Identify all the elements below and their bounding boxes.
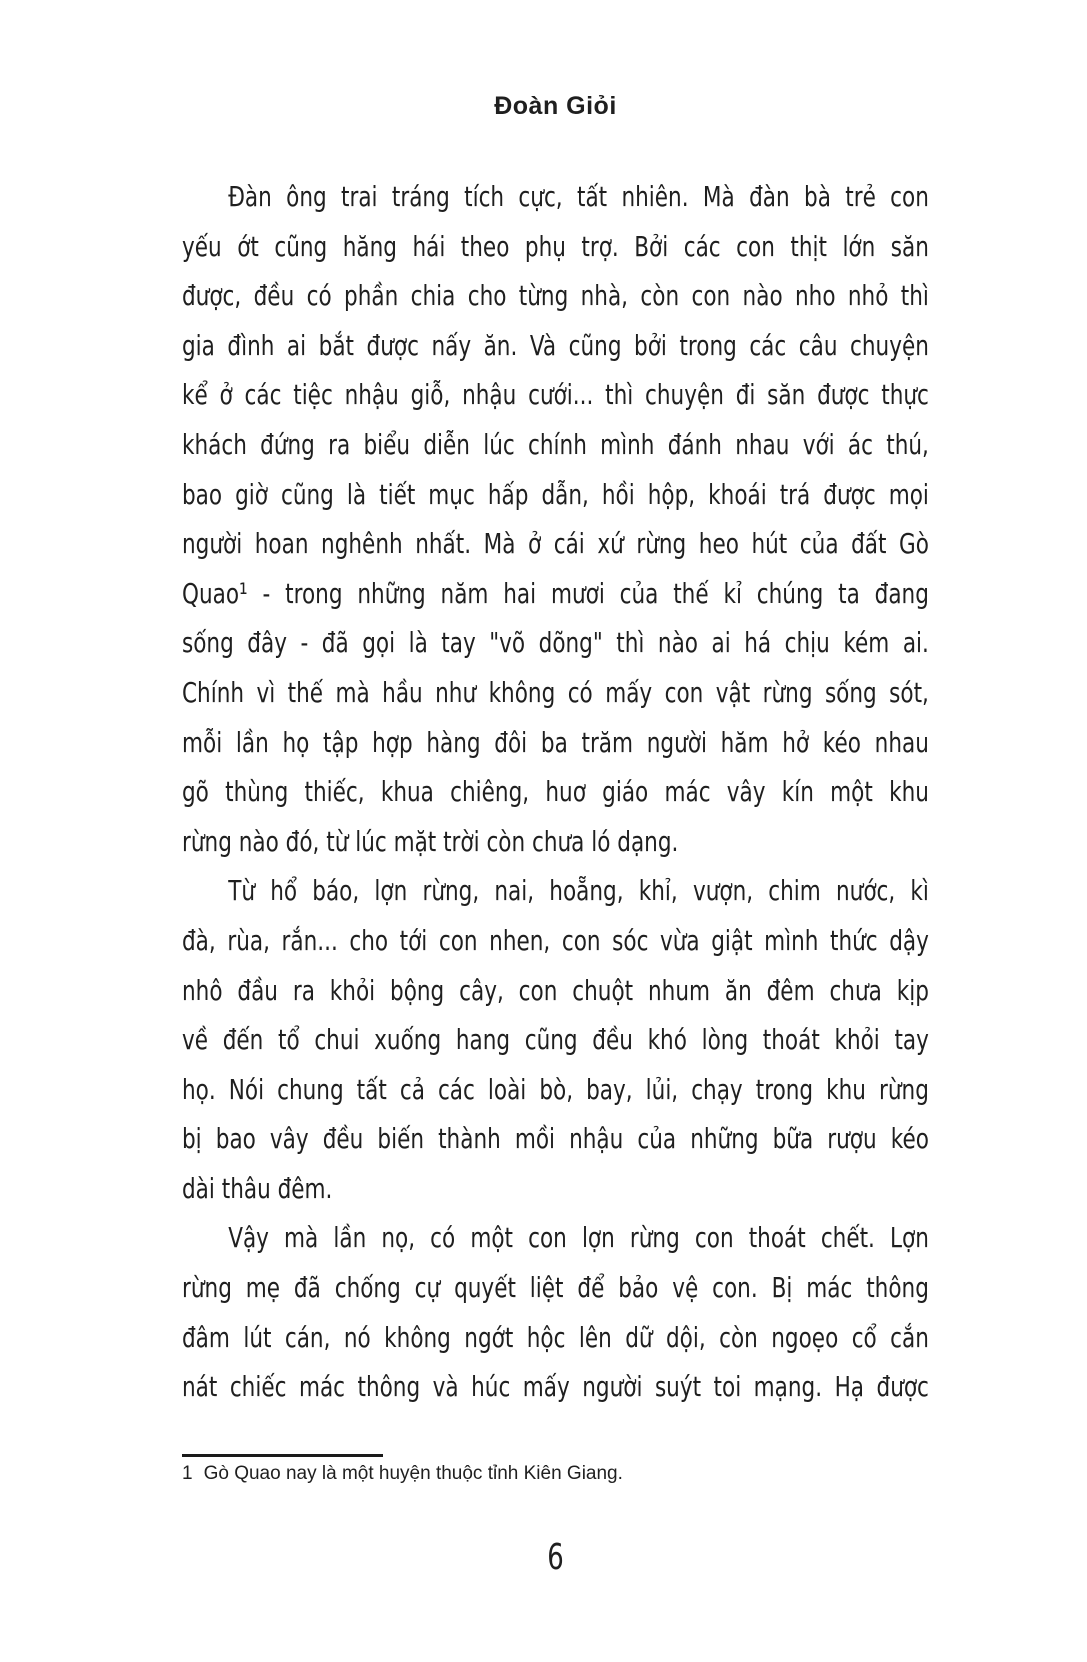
body-line-text: Vậy mà lần nọ, có một con lợn rừng con thoát chết. Lợn [228,1221,929,1255]
body-line-text: bị bao vây đều biến thành mồi nhậu của những bữa rượu kéo [182,1122,929,1156]
body-line [182,569,929,619]
body-line-text: về đến tổ chui xuống hang cũng đều khó lòng thoát khỏi tay [182,1023,929,1057]
body-line [182,271,929,321]
body-line [182,668,929,718]
body-line [182,1313,929,1363]
body-line-text: yếu ớt cũng hăng hái theo phụ trợ. Bởi các con thịt lớn săn [182,229,929,263]
footnote-marker: 1 [182,1463,193,1484]
body-line-text: gia đình ai bắt được nấy ăn. Và cũng bởi trong các câu chuyện [182,328,929,362]
body-line-text: kể ở các tiệc nhậu giỗ, nhậu cưới... thì chuyện đi săn được thực [182,378,929,412]
body-line-text: Đàn ông trai tráng tích cực, tất nhiên. Mà đàn bà trẻ con [228,180,929,213]
body-line-text: Chính vì thế mà hầu như không có mấy con vật rừng sống sót, [182,675,929,709]
body-line [182,1065,929,1115]
body-line [182,321,929,371]
body-line-text: nát chiếc mác thông và húc mấy người suýt toi mạng. Hạ được [182,1370,929,1404]
body-line-text: mỗi lần họ tập hợp hàng đôi ba trăm người hăm hở kéo nhau [182,725,929,759]
body-line [182,420,929,470]
body-line [182,966,929,1016]
page-number [182,1537,929,1578]
body-line [182,1015,929,1065]
body-line-text: gõ thùng thiếc, khua chiêng, huơ giáo mác vây kín một khu [182,775,929,809]
body-line [182,370,929,420]
body-line [182,172,929,222]
body-line-text: được, đều có phần chia cho từng nhà, còn con nào nho nhỏ thì [182,279,929,313]
body-line [182,470,929,520]
body-line-text: nhô đầu ra khỏi bộng cây, con chuột nhum ăn đêm chưa kịp [182,973,929,1007]
body-line-text: họ. Nói chung tất cả các loài bò, bay, lủi, chạy trong khu rừng [182,1072,929,1106]
body-line [182,916,929,966]
body-line [182,1362,929,1412]
body-line [182,718,929,768]
footnote-text: Gò Quao nay là một huyện thuộc tỉnh Kiên Giang. [203,1463,623,1484]
body-line [182,1164,929,1214]
body-line-text: sống đây - đã gọi là tay "võ dõng" thì nào ai há chịu kém ai. [182,626,929,660]
body-line [182,767,929,817]
body-line [182,1213,929,1263]
body-line-text: đâm lút cán, nó không ngớt hộc lên dữ dội, còn ngoẹo cổ cắn [182,1320,929,1354]
body-line-text: Từ hổ báo, lợn rừng, nai, hoẵng, khỉ, vượn, chim nước, kì [228,874,929,908]
body-line [182,618,929,668]
body-line-text: người hoan nghênh nhất. Mà ở cái xứ rừng heo hút của đất Gò [182,527,929,561]
body-line-text: đà, rùa, rắn... cho tới con nhen, con sóc vừa giật mình thức dậy [182,923,929,957]
body-line-text: rừng nào đó, từ lúc mặt trời còn chưa ló dạng. [182,824,679,858]
footnote-divider [182,1454,383,1457]
body-line-text: Quao¹ - trong những năm hai mươi của thế kỉ chúng ta đang [182,576,929,610]
body-line [182,519,929,569]
footnote [182,1461,929,1487]
body-text [182,172,929,1412]
body-line [182,1114,929,1164]
page-header-author: Đoàn Giỏi [494,92,617,120]
body-line-text: dài thâu đêm. [182,1171,333,1205]
body-line-text: rừng mẹ đã chống cự quyết liệt để bảo vệ con. Bị mác thông [182,1271,929,1305]
body-line-text: bao giờ cũng là tiết mục hấp dẫn, hồi hộp, khoái trá được mọi [182,477,929,511]
page-number-value: 6 [547,1537,564,1578]
body-line [182,817,929,867]
body-line [182,1263,929,1313]
body-line [182,866,929,916]
body-line-text: khách đứng ra biểu diễn lúc chính mình đánh nhau với ác thú, [182,427,929,461]
body-line [182,222,929,272]
